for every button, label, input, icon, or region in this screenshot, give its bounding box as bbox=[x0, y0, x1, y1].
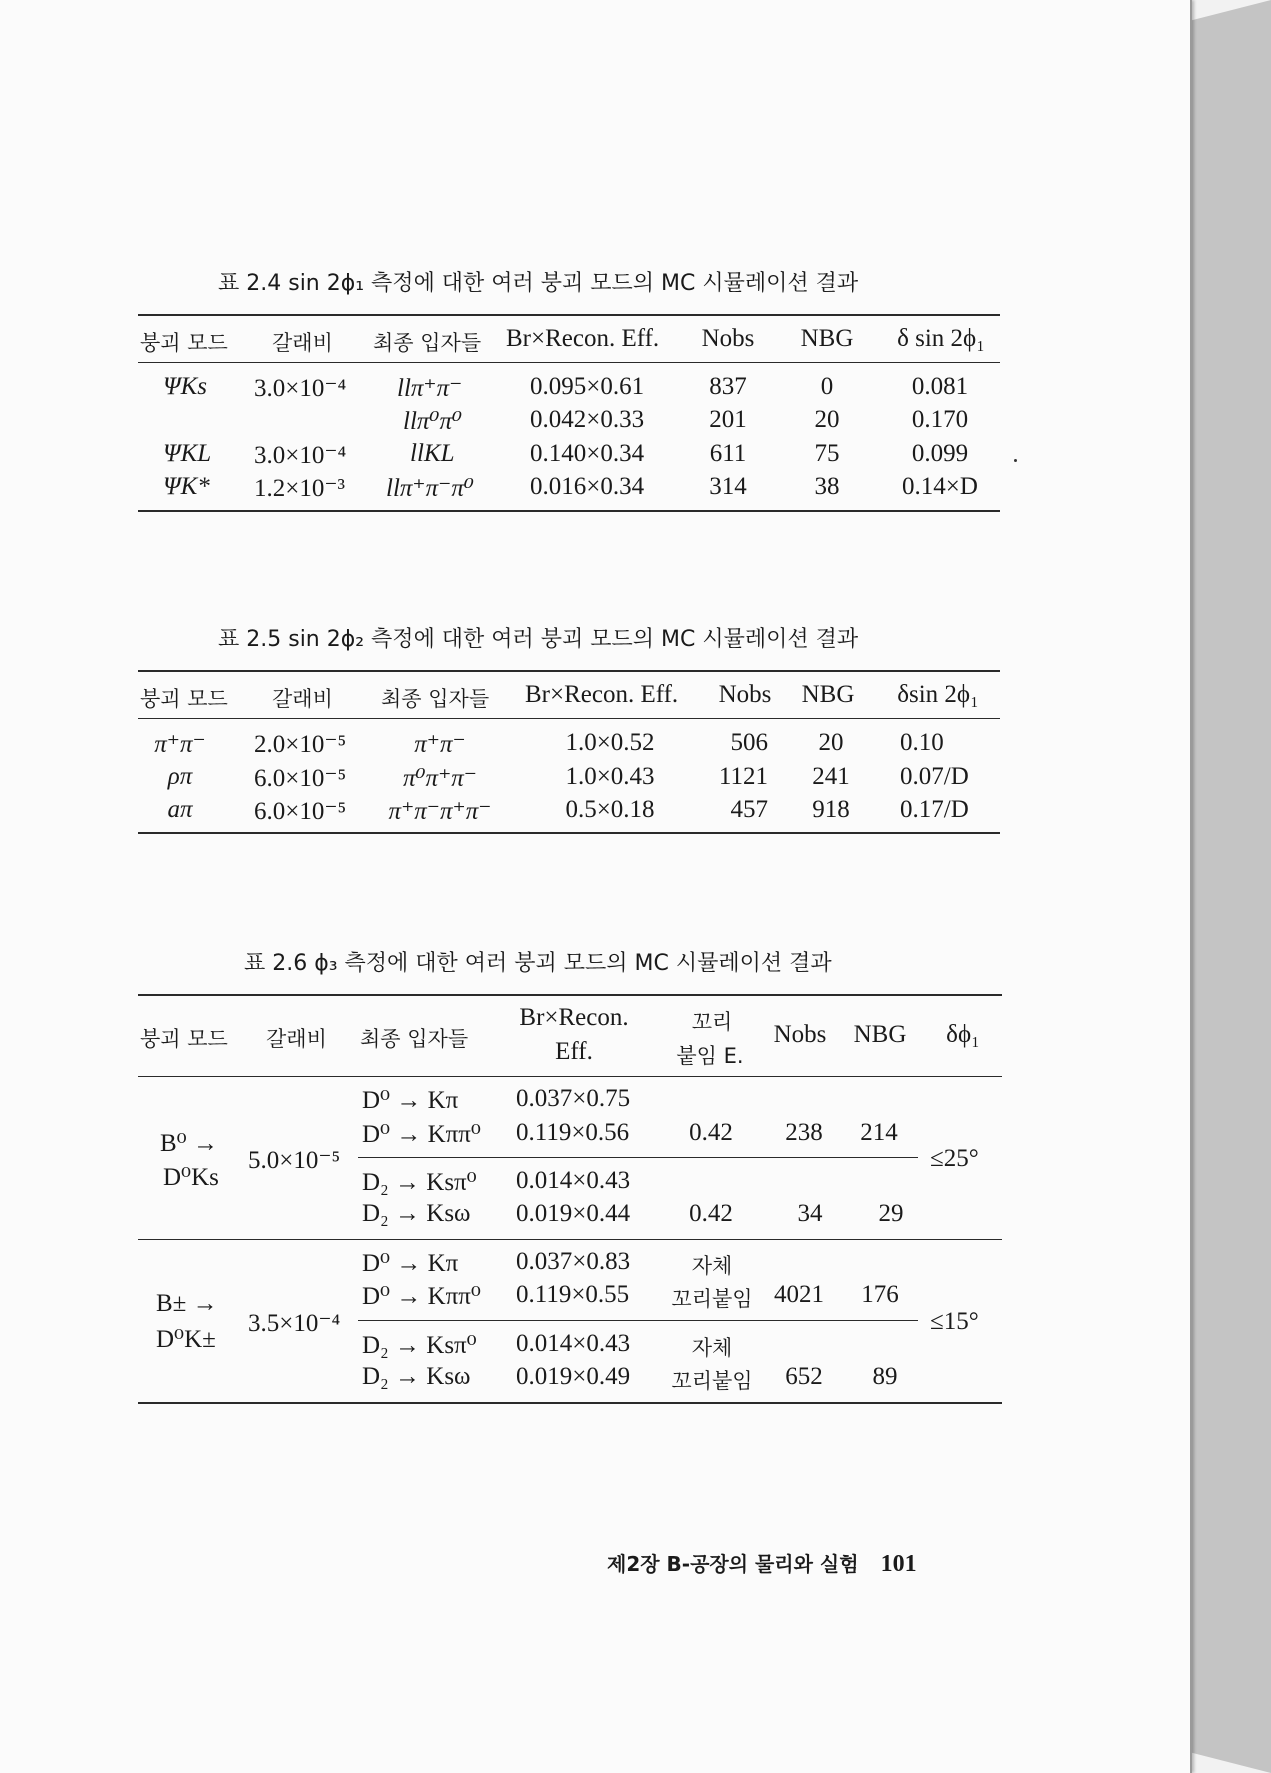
cell-nobs: 238 bbox=[785, 1119, 823, 1146]
cell-delta: 0.081 bbox=[911, 373, 969, 400]
cell-delta: 0.099 bbox=[911, 440, 969, 467]
table-2-5-bottom-rule bbox=[138, 832, 1000, 834]
header-nbg: NBG bbox=[801, 681, 855, 708]
table-2-6-group-rule bbox=[138, 1239, 1002, 1240]
cell-decay: D⁰ → Kππ⁰ bbox=[362, 1283, 481, 1310]
cell-nobs: 1121 bbox=[718, 763, 768, 790]
cell-nobs: 34 bbox=[797, 1200, 823, 1227]
cell-nbg: 38 bbox=[814, 473, 840, 500]
header-mode: 붕괴 모드 bbox=[140, 1027, 228, 1051]
cell-branching: 2.0×10⁻⁵ bbox=[254, 731, 347, 758]
header-final-particles: 최종 입자들 bbox=[360, 1027, 469, 1051]
cell-decay: D₂ → Ksω bbox=[362, 1200, 471, 1227]
cell-nbg: 20 bbox=[814, 406, 840, 433]
cell-particles: π⁺π⁻ bbox=[414, 731, 466, 758]
cell-nobs: 4021 bbox=[774, 1281, 824, 1308]
table-2-5-header-rule bbox=[138, 718, 1000, 719]
cell-decay: D₂ → Ksπ⁰ bbox=[362, 1169, 477, 1196]
cell-br-eff: 0.016×0.34 bbox=[530, 473, 645, 500]
header-final-particles: 최종 입자들 bbox=[373, 331, 482, 355]
cell-nbg: 20 bbox=[818, 729, 844, 756]
header-br-eff: Br×Recon. Eff. bbox=[525, 681, 679, 708]
header-final-particles: 최종 입자들 bbox=[381, 687, 490, 711]
cell-br-eff: 0.037×0.75 bbox=[516, 1085, 631, 1112]
cell-nbg: 176 bbox=[861, 1281, 899, 1308]
header-delta: δsin 2ϕ₁ bbox=[897, 681, 979, 708]
table-2-5-top-rule bbox=[138, 670, 1000, 672]
cell-nbg: 75 bbox=[814, 440, 840, 467]
table-2-5-caption: 표 2.5 sin 2ϕ₂ 측정에 대한 여러 붕괴 모드의 MC 시뮬레이션 결과 bbox=[218, 627, 859, 652]
cell-delta: ≤25° bbox=[930, 1145, 979, 1172]
cell-decay: D⁰ → Kππ⁰ bbox=[362, 1121, 481, 1148]
cell-tail-e: 0.42 bbox=[689, 1200, 733, 1227]
cell-delta: 0.14×D bbox=[902, 473, 978, 500]
table-2-4-top-rule bbox=[138, 314, 1000, 316]
cell-particles: llπ⁺π⁻π⁰ bbox=[386, 475, 474, 502]
header-nobs: Nobs bbox=[773, 1021, 827, 1048]
cell-tail-e: 0.42 bbox=[689, 1119, 733, 1146]
cell-br-eff: 0.119×0.56 bbox=[516, 1119, 630, 1146]
cell-mode-line1: B± → bbox=[156, 1290, 218, 1317]
header-br-recon: Br×Recon. bbox=[519, 1004, 629, 1031]
cell-nobs: 506 bbox=[730, 729, 768, 756]
cell-nobs: 314 bbox=[709, 473, 747, 500]
cell-branching: 3.0×10⁻⁴ bbox=[254, 375, 347, 402]
cell-br-eff: 0.019×0.49 bbox=[516, 1363, 631, 1390]
cell-br-eff: 0.095×0.61 bbox=[530, 373, 645, 400]
cell-delta: 0.07/D bbox=[900, 763, 969, 790]
cell-branching: 5.0×10⁻⁵ bbox=[248, 1147, 341, 1174]
cell-nbg: 214 bbox=[860, 1119, 898, 1146]
cell-nbg: 29 bbox=[878, 1200, 904, 1227]
cell-mode: aπ bbox=[167, 796, 193, 823]
cell-br-eff: 0.042×0.33 bbox=[530, 406, 645, 433]
table-2-4-bottom-rule bbox=[138, 510, 1000, 512]
cell-nbg: 89 bbox=[872, 1363, 898, 1390]
header-mode: 붕괴 모드 bbox=[140, 331, 228, 355]
cell-tail-e: 자체 bbox=[691, 1254, 733, 1278]
cell-branching: 3.0×10⁻⁴ bbox=[254, 442, 347, 469]
header-nbg: NBG bbox=[800, 325, 854, 352]
header-nobs: Nobs bbox=[701, 325, 755, 352]
cell-br-eff: 1.0×0.52 bbox=[565, 729, 655, 756]
cell-particles: π⁰π⁺π⁻ bbox=[403, 765, 477, 792]
cell-br-eff: 0.014×0.43 bbox=[516, 1330, 631, 1357]
cell-delta: ≤15° bbox=[930, 1308, 979, 1335]
cell-mode: ΨKL bbox=[163, 440, 212, 467]
header-tail: 꼬리 bbox=[691, 1010, 733, 1034]
cell-mode-line2: D⁰K± bbox=[156, 1326, 216, 1353]
group-divider bbox=[358, 1157, 918, 1158]
cell-particles: llπ⁺π⁻ bbox=[397, 375, 463, 402]
cell-br-eff: 1.0×0.43 bbox=[565, 763, 655, 790]
cell-nobs: 457 bbox=[730, 796, 768, 823]
header-tag-e: 붙임 E. bbox=[676, 1044, 744, 1068]
cell-particles: llπ⁰π⁰ bbox=[403, 408, 462, 435]
header-nbg: NBG bbox=[853, 1021, 907, 1048]
table-2-6-caption: 표 2.6 ϕ₃ 측정에 대한 여러 붕괴 모드의 MC 시뮬레이션 결과 bbox=[244, 951, 832, 976]
cell-br-eff: 0.037×0.83 bbox=[516, 1248, 631, 1275]
cell-tail-e: 자체 bbox=[691, 1336, 733, 1360]
cell-nbg: 0 bbox=[820, 373, 834, 400]
cell-nbg: 241 bbox=[812, 763, 850, 790]
cell-nbg: 918 bbox=[812, 796, 850, 823]
cell-br-eff: 0.019×0.44 bbox=[516, 1200, 631, 1227]
cell-nobs: 837 bbox=[709, 373, 747, 400]
cell-branching: 6.0×10⁻⁵ bbox=[254, 765, 347, 792]
cell-br-eff: 0.5×0.18 bbox=[565, 796, 655, 823]
cell-particles: π⁺π⁻π⁺π⁻ bbox=[388, 798, 492, 825]
cell-mode-line2: D⁰Ks bbox=[163, 1164, 219, 1191]
cell-mode: π⁺π⁻ bbox=[154, 731, 206, 758]
cell-decay: D₂ → Ksω bbox=[362, 1363, 471, 1390]
cell-mode: ΨK* bbox=[163, 473, 210, 500]
header-delta: δϕ₁ bbox=[946, 1021, 980, 1048]
cell-decay: D⁰ → Kπ bbox=[362, 1087, 459, 1114]
cell-mode: ΨKs bbox=[163, 373, 207, 400]
cell-delta: 0.17/D bbox=[900, 796, 969, 823]
table-2-4-caption: 표 2.4 sin 2ϕ₁ 측정에 대한 여러 붕괴 모드의 MC 시뮬레이션 결과 bbox=[218, 271, 859, 296]
cell-branching: 1.2×10⁻³ bbox=[254, 475, 346, 502]
cell-delta: 0.170 bbox=[911, 406, 969, 433]
cell-branching: 3.5×10⁻⁴ bbox=[248, 1310, 341, 1337]
cell-br-eff: 0.014×0.43 bbox=[516, 1167, 631, 1194]
group-divider bbox=[358, 1320, 918, 1321]
spine-top-edge bbox=[1185, 0, 1271, 22]
speck bbox=[1014, 459, 1017, 462]
header-branching: 갈래비 bbox=[272, 331, 333, 355]
cell-nobs: 611 bbox=[709, 440, 747, 467]
header-eff: Eff. bbox=[555, 1038, 593, 1065]
cell-br-eff: 0.119×0.55 bbox=[516, 1281, 630, 1308]
cell-decay: D₂ → Ksπ⁰ bbox=[362, 1332, 477, 1359]
cell-tail-e: 꼬리붙임 bbox=[671, 1287, 753, 1311]
header-branching: 갈래비 bbox=[266, 1027, 327, 1051]
header-br-eff: Br×Recon. Eff. bbox=[506, 325, 660, 352]
cell-branching: 6.0×10⁻⁵ bbox=[254, 798, 347, 825]
cell-particles: llKL bbox=[410, 440, 455, 467]
header-delta: δ sin 2ϕ₁ bbox=[897, 325, 985, 352]
cell-nobs: 201 bbox=[709, 406, 747, 433]
cell-delta: 0.10 bbox=[900, 729, 944, 756]
table-2-6-bottom-rule bbox=[138, 1402, 1002, 1404]
book-spine bbox=[1185, 0, 1271, 1773]
page-footer bbox=[607, 1548, 917, 1578]
cell-br-eff: 0.140×0.34 bbox=[530, 440, 645, 467]
cell-tail-e: 꼬리붙임 bbox=[671, 1369, 753, 1393]
spine-bottom-edge bbox=[1185, 1751, 1271, 1773]
table-2-6-top-rule bbox=[138, 994, 1002, 996]
cell-mode-line1: B⁰ → bbox=[160, 1130, 218, 1157]
page-number: 101 bbox=[880, 1551, 917, 1577]
cell-mode: ρπ bbox=[167, 763, 193, 790]
header-mode: 붕괴 모드 bbox=[140, 687, 228, 711]
header-branching: 갈래비 bbox=[272, 687, 333, 711]
cell-nobs: 652 bbox=[785, 1363, 823, 1390]
header-nobs: Nobs bbox=[718, 681, 772, 708]
cell-decay: D⁰ → Kπ bbox=[362, 1250, 459, 1277]
table-2-6-header-rule bbox=[138, 1076, 1002, 1077]
chapter-title: 제2장 B-공장의 물리와 실험 bbox=[607, 1552, 859, 1576]
table-2-4-header-rule bbox=[138, 362, 1000, 363]
